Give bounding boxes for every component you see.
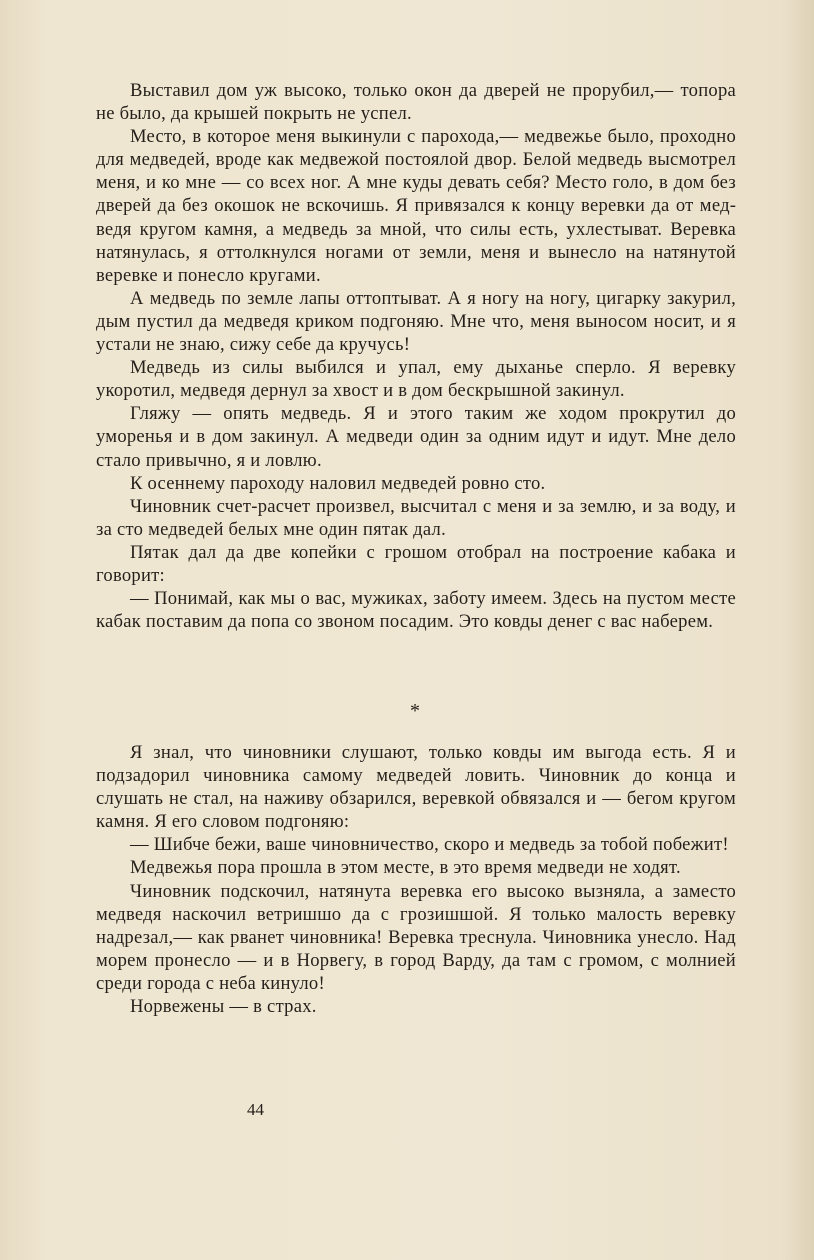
paragraph: Пятак дал да две копейки с грошом отобрал на построение кабака и говорит: bbox=[96, 541, 736, 586]
asterisk-separator: * bbox=[410, 700, 420, 722]
paragraph: Норвежены — в страх. bbox=[130, 996, 317, 1018]
page-number: 44 bbox=[247, 1100, 264, 1119]
paragraph: А медведь по земле лапы оттоптыват. А я ногу на ногу, цигарку закурил, дым пустил да медведя криком подгоняю. Мне что, меня выносом носит, и я устали не знаю, сижу себе да кручусь! bbox=[96, 287, 736, 356]
text-block-top bbox=[96, 79, 736, 633]
text-block-bottom bbox=[96, 741, 736, 1018]
paragraph: Место, в которое меня выкинули с парохода,— медвежье было, проходно для медведей, вроде как медвежой постоялой двор. Белой медведь высмотрел меня, и ко мне — со всех ног. А мне куды девать себя? Место голо, в дом без дверей да без окошок не вскочишь. Я привязался к концу веревки да от медведя кругом камня, а медведь за мной, что силы есть, ухлестыват. Веревка натянулась, я оттолкнулся ногами от земли, меня и вынесло на натянутой веревке и понесло кругами. bbox=[96, 126, 736, 286]
paragraph: — Шибче бежи, ваше чиновничество, скоро и медведь за тобой побежит! bbox=[130, 834, 729, 856]
paragraph: Чиновник счет-расчет произвел, высчитал с меня и за землю, и за воду, и за сто медведей белых мне один пятак дал. bbox=[96, 495, 736, 540]
paragraph: Гляжу — опять медведь. Я и этого таким же ходом прокрутил до уморенья и в дом закинул. А медведи один за одним идут и идут. Мне дело стало привычно, я и ловлю. bbox=[96, 403, 736, 471]
paragraph: Выставил дом уж высоко, только окон да дверей не прорубил,— топора не было, да крышей покрыть не успел. bbox=[96, 80, 736, 125]
paragraph: Я знал, что чиновники слушают, только ковды им выгода есть. Я и подзадорил чиновника самому медведей ловить. Чиновник до конца и слушать не стал, на наживу обзарился, веревкой обвязался и — бегом кругом камня. Я его словом подгоняю: bbox=[96, 742, 736, 833]
paragraph: Чиновник подскочил, натянута веревка его высоко вызняла, а заместо медведя наскочил ветришшо да с грозишшой. Я только малость веревку надрезал,— как рванет чиновника! Веревка треснула. Чиновника унесло. Над морем пронесло — и в Норвегу, в город Варду, да там с громом, с молнией среди города с неба кинуло! bbox=[96, 880, 736, 994]
section-separator bbox=[0, 700, 814, 723]
paragraph: Медвежья пора прошла в этом месте, в это время медведи не ходят. bbox=[130, 857, 681, 879]
paragraph: К осеннему пароходу наловил медведей ровно сто. bbox=[130, 472, 546, 494]
paragraph: — Понимай, как мы о вас, мужиках, заботу имеем. Здесь на пустом месте кабак поставим да попа со звоном посадим. Это ковды денег с вас наберем. bbox=[96, 588, 736, 633]
paragraph: Медведь из силы выбился и упал, ему дыханье сперло. Я веревку укоротил, медведя дернул за хвост и в дом бескрышной закинул. bbox=[96, 357, 736, 402]
